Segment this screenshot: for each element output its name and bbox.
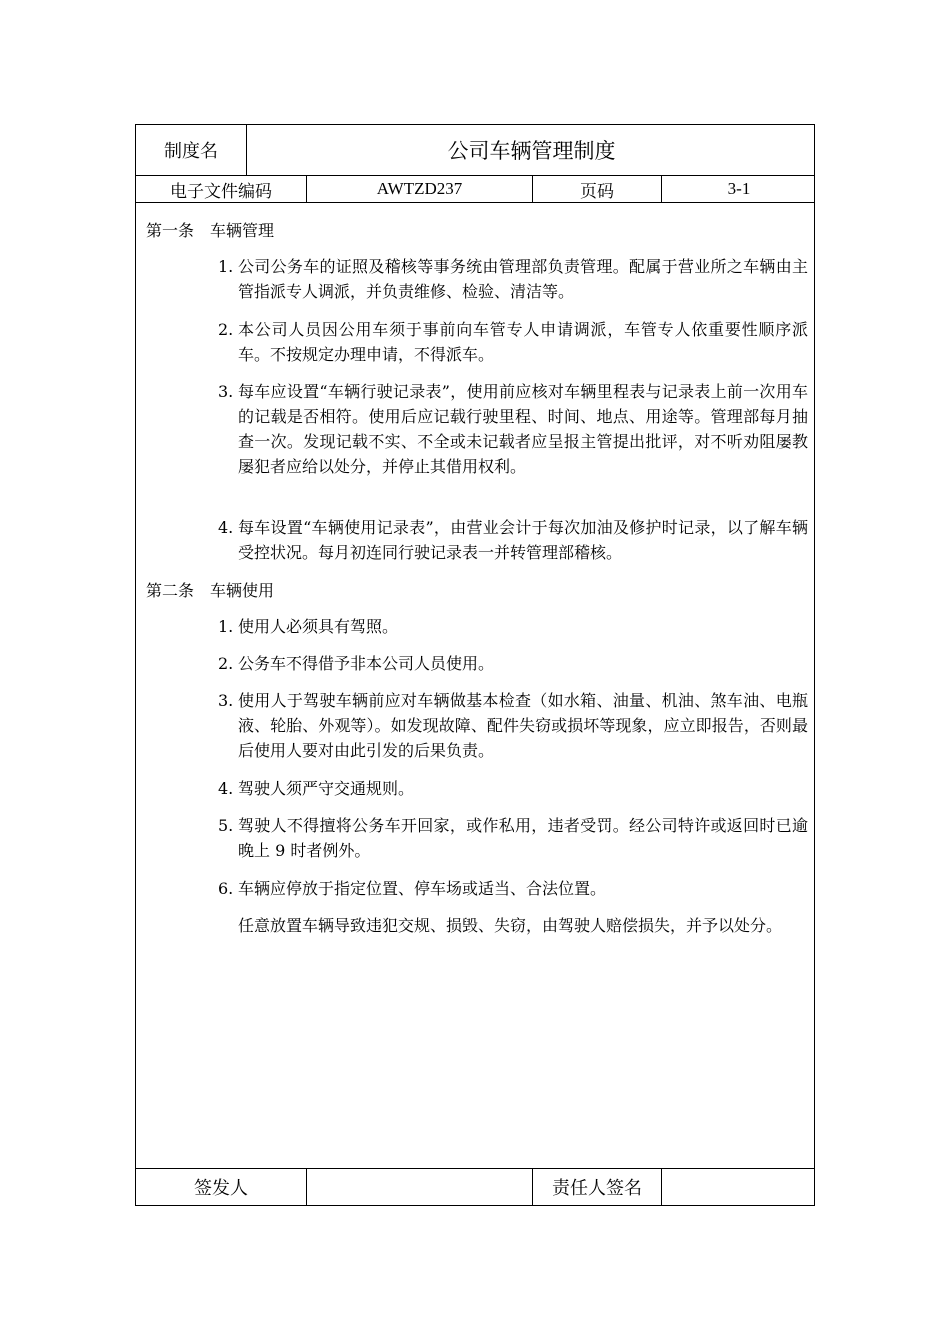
item-text: 使用人必须具有驾照。 (238, 617, 399, 636)
item-text: 驾驶人不得擅将公务车开回家，或作私用，违者受罚。经公司特许或返回时已逾晚上 9 时者例外。 (238, 816, 808, 860)
item-number: 4. (218, 779, 234, 798)
title-row (136, 125, 814, 176)
list-item (218, 651, 808, 676)
page-number: 3-1 (661, 176, 816, 202)
item-text: 公务车不得借予非本公司人员使用。 (238, 654, 495, 673)
article-heading: 第二条 车辆使用 (146, 581, 275, 600)
signature-row (136, 1168, 814, 1205)
issuer-field[interactable] (306, 1169, 532, 1205)
item-number: 2. (218, 320, 234, 339)
item-number: 1. (218, 257, 234, 276)
code-row (136, 176, 814, 203)
item-text: 本公司人员因公用车须于事前向车管专人申请调派，车管专人依重要性顺序派车。不按规定办理申请，不得派车。 (238, 320, 808, 364)
list-item (218, 776, 808, 801)
item-text: 公司公务车的证照及稽核等事务统由管理部负责管理。配属于营业所之车辆由主管指派专人调派，并负责维修、检验、清洁等。 (238, 257, 808, 301)
list-item (218, 876, 808, 901)
responsible-signature-field[interactable] (661, 1169, 816, 1205)
document-body (136, 203, 814, 1169)
list-item (218, 614, 808, 639)
list-item (218, 913, 808, 938)
item-number: 3. (218, 382, 234, 401)
list-item (218, 688, 808, 763)
title-label: 制度名 (164, 141, 218, 162)
item-number: 5. (218, 816, 234, 835)
document-form (135, 124, 815, 1206)
item-text: 每车应设置“车辆行驶记录表”，使用前应核对车辆里程表与记录表上前一次用车的记载是否相符。使用后应记载行驶里程、时间、地点、用途等。管理部每月抽查一次。发现记载不实、不全或未记载者应呈报主管提出批评，对不听劝阻屡教屡犯者应给以处分，并停止其借用权利。 (238, 382, 808, 476)
item-number: 4. (218, 518, 234, 537)
list-item (218, 317, 808, 367)
list-item (218, 379, 808, 479)
item-text: 驾驶人须严守交通规则。 (238, 779, 415, 798)
item-number: 2. (218, 654, 234, 673)
item-text: 使用人于驾驶车辆前应对车辆做基本检查（如水箱、油量、机油、煞车油、电瓶液、轮胎、外观等）。如发现故障、配件失窃或损坏等现象，应立即报告，否则最后使用人要对由此引发的后果负责。 (238, 691, 808, 760)
file-code-value: AWTZD237 (306, 176, 532, 202)
item-number: 6. (218, 879, 234, 898)
article-heading: 第一条 车辆管理 (146, 221, 275, 240)
item-number: 3. (218, 691, 234, 710)
item-text: 车辆应停放于指定位置、停车场或适当、合法位置。 (238, 879, 607, 898)
item-number: 1. (218, 617, 234, 636)
file-code-label: 电子文件编码 (170, 181, 272, 202)
issuer-label: 签发人 (194, 1178, 248, 1199)
list-item (218, 515, 808, 565)
list-item (218, 254, 808, 304)
document-title: 公司车辆管理制度 (246, 125, 816, 175)
page-label: 页码 (532, 176, 661, 202)
list-item (218, 813, 808, 863)
item-text: 任意放置车辆导致违犯交规、损毁、失窃，由驾驶人赔偿损失，并予以处分。 (238, 916, 783, 935)
responsible-label: 责任人签名 (532, 1169, 661, 1205)
item-text: 每车设置“车辆使用记录表”，由营业会计于每次加油及修护时记录，以了解车辆受控状况。每月初连同行驶记录表一并转管理部稽核。 (238, 518, 808, 562)
